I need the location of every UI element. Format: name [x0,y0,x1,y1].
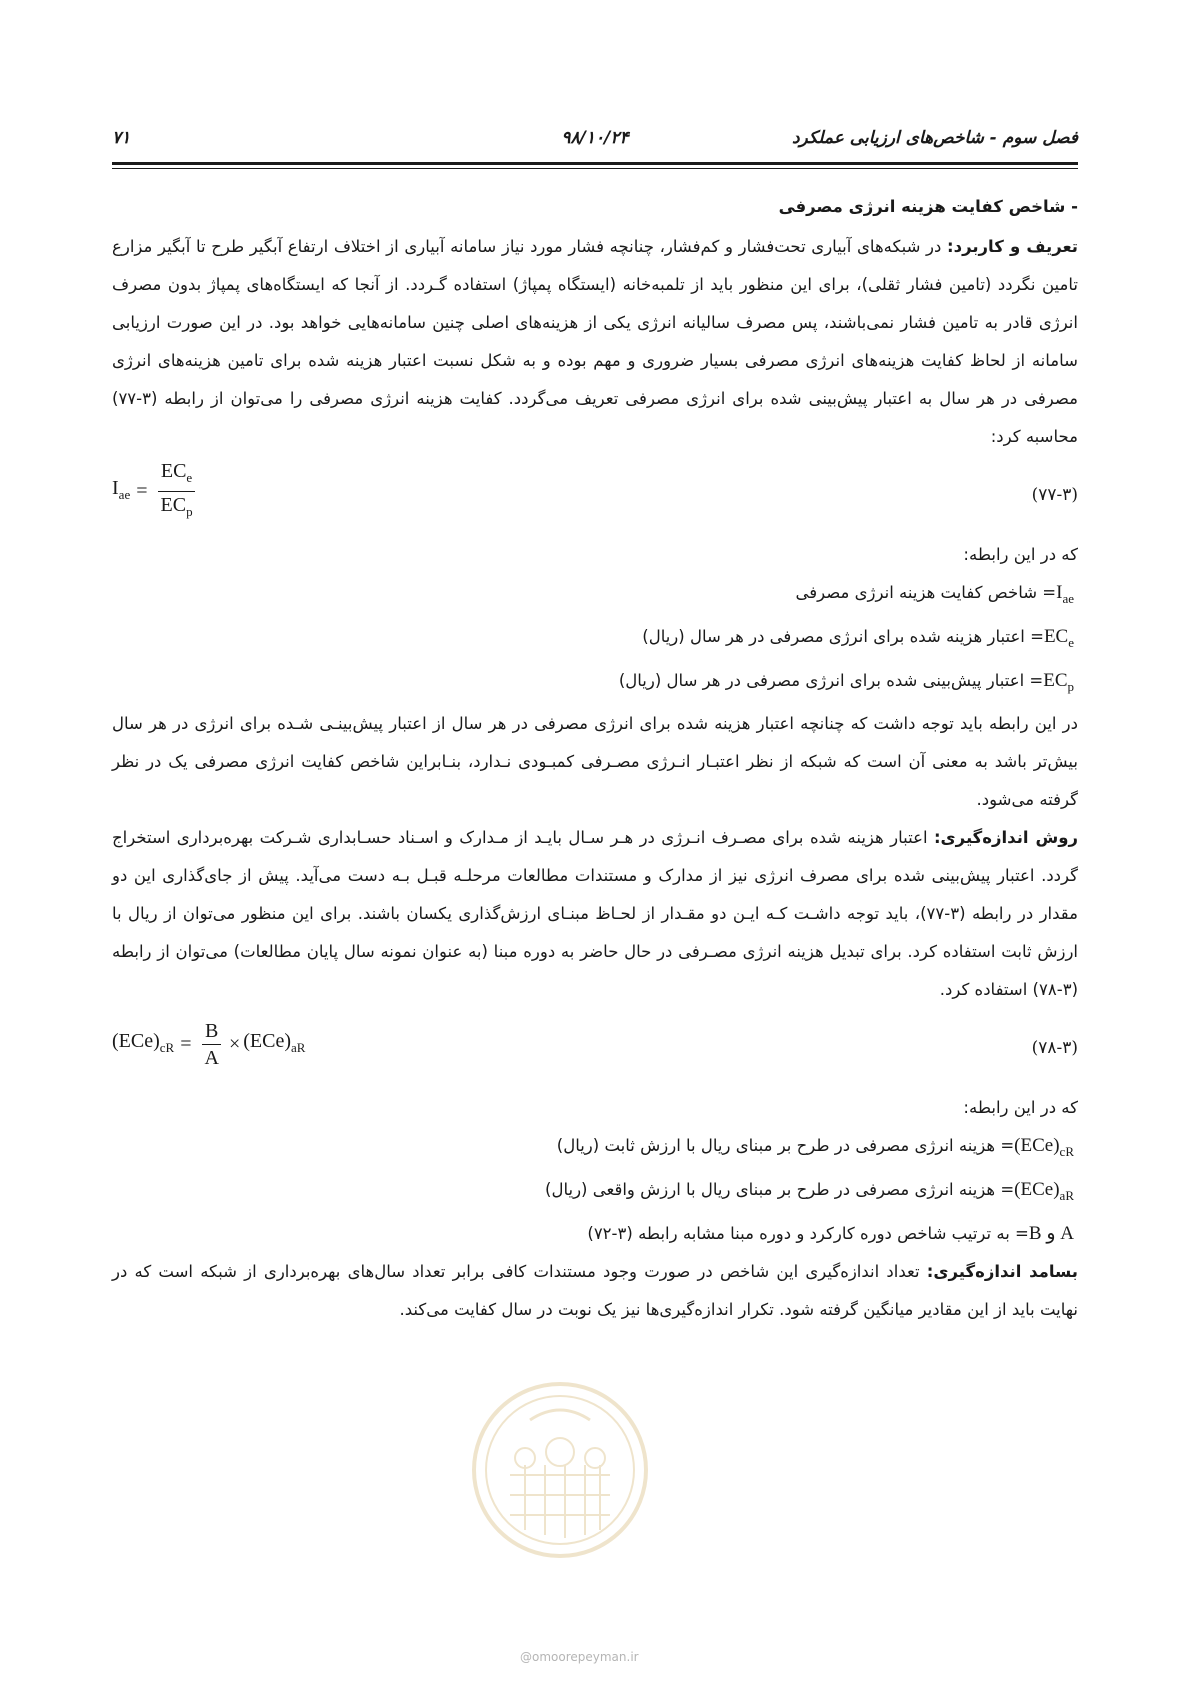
measurement-label: روش اندازه‌گیری: [933,828,1078,848]
equation-77-number: (۷۷-۳) [1031,485,1078,505]
header-rule-thin [112,168,1078,169]
eq77-equals: = [136,480,148,502]
definitions-block-1 [112,536,1078,705]
definition-paragraph [112,228,1078,456]
def-ece: $EC_e=$ اعتبار هزینه شده برای انرژی مصرفی در هر سال (ریال) [642,625,1074,650]
equation-78 [112,1013,1078,1075]
where-label-2: که در این رابطه: [963,1098,1078,1118]
definition-text: در شبکه‌های آبیاری تحت‌فشار و کم‌فشار، چنانچه فشار مورد نیاز سامانه آبیاری از اختلاف ارتفاع آبگیر طرح تا آبگیر مزارع تامین نگردد (تامین فشار ثقلی)، برای این منظور باید از تلمبه‌خانه (ایستگاه پمپاژ) استفاده گـردد. از آنجا که ایستگاه‌های پمپاژ بدون مصرف انرژی قادر به تامین فشار نمی‌باشند، پس مصرف سالیانه انرژی یکی از هزینه‌های اصلی چنین سامانه‌هایی خواهد بود. در این صورت ارزیابی سامانه از لحاظ کفایت هزینه‌های انرژی مصرفی بسیار ضروری و مهم بوده و به شکل نسبت اعتبار هزینه شده برای تامین هزینه‌های انرژی مصرفی در هر سال به اعتبار پیش‌بینی شده برای انرژی مصرفی تعریف می‌گردد. کفایت هزینه انرژی مصرفی را می‌توان از رابطه (۳-۷۷) محاسبه کرد: [112,237,1078,446]
eq77-numerator: $EC_e$ [158,458,195,492]
publisher-seal-watermark [470,1380,650,1560]
eq78-fraction [202,1018,222,1071]
measurement-text: اعتبار هزینه شده برای مصـرف انـرژی در هـر سـال بایـد از مـدارک و اسـناد حسـابداری شـرکت بهره‌برداری استخراج گردد. اعتبار پیش‌بینی شده برای مصرف انرژی نیز از مدارک و مستندات مطالعات مرحلـه قبـل بـه دست می‌آید. پیش از جای‌گذاری این دو مقدار در رابطه (۳-۷۷)، باید توجه داشـت کـه ایـن دو مقـدار از لحـاظ مبنـای ارزش‌گذاری یکسان باشند. برای این منظور می‌توان از ریال با ارزش ثابت استفاده کرد. برای تبدیل هزینه انرژی مصـرفی در حال حاضر به دوره مبنا (به عنوان نمونه سال پایان مطالعات) می‌توان از رابطه (۳-۷۸) استفاده کرد. [112,828,1078,1000]
eq78-denominator: A [204,1046,219,1069]
eq77-fraction [158,458,196,525]
def-ecp: $EC_p=$ اعتبار پیش‌بینی شده برای انرژی مصرفی در هر سال (ریال) [618,669,1074,694]
equation-77 [112,460,1078,522]
equation-77-formula [112,460,200,522]
frequency-paragraph [112,1253,1078,1329]
def-a-b: A و B= به ترتیب شاخص دوره کارکرد و دوره مبنا مشابه رابطه (۳-۷۲) [587,1222,1074,1244]
definitions-block-2 [112,1089,1078,1253]
definition-label: تعریف و کاربرد: [947,237,1078,256]
eq78-equals: = [180,1033,192,1056]
eq78-rhs: $(ECe)_{aR}$ [243,1029,306,1055]
def-iae: $I_{ae}=$ شاخص کفایت هزینه انرژی مصرفی [795,582,1074,606]
where-label-1: که در این رابطه: [963,545,1078,564]
page-body [112,188,1078,1329]
eq78-times: × [228,1033,241,1056]
watermark-url: @omoorepeyman.ir [520,1650,639,1664]
equation-78-formula [112,1013,305,1075]
eq78-lhs: $(ECe)_{cR}$ [112,1029,175,1055]
eq77-lhs: $I_{ae}$ [112,476,131,502]
def-ece-cr: $(ECe)_{cR}=$ هزینه انرژی مصرفی در طرح بر مبنای ریال با ارزش ثابت (ریال) [556,1135,1074,1160]
equation-78-number: (۷۸-۳) [1031,1038,1078,1059]
frequency-label: بسامد اندازه‌گیری: [926,1261,1078,1281]
frequency-text: تعداد اندازه‌گیری این شاخص در صورت وجود مستندات کافی برابر تعداد سال‌های بهره‌برداری از شبکه است که در نهایت باید از این مقادیر میانگین گرفته شود. تکرار اندازه‌گیری‌ها نیز یک نوبت در سال کفایت می‌کند. [112,1261,1078,1319]
note-paragraph: در این رابطه باید توجه داشت که چنانچه اعتبار هزینه شده برای انرژی مصرفی در هر سال از اعتبار پیش‌بینـی شـده برای انرژی در هر سال بیش‌تر باشد به معنی آن است که شبکه از نظر اعتبـار انـرژی مصـرفی کمبـودی نـدارد، بنـابراین شاخص کفایت انرژی مصرفی یک در نظر گرفته می‌شود. [112,714,1078,810]
eq78-numerator: B [202,1018,221,1045]
section-heading: - شاخص کفایت هزینه انرژی مصرفی [778,197,1078,216]
measurement-paragraph [112,819,1078,1009]
def-ece-ar: $(ECe)_{aR}=$ هزینه انرژی مصرفی در طرح بر مبنای ریال با ارزش واقعی (ریال) [545,1179,1074,1203]
header-date: ۹۸/۱۰/۲۴ [561,128,629,148]
chapter-title: فصل سوم - شاخص‌های ارزیابی عملکرد [791,128,1078,148]
running-header [112,128,1078,154]
eq77-denominator: $EC_p$ [160,493,193,519]
header-rule-thick [112,162,1078,165]
page-number: ۷۱ [112,128,131,148]
